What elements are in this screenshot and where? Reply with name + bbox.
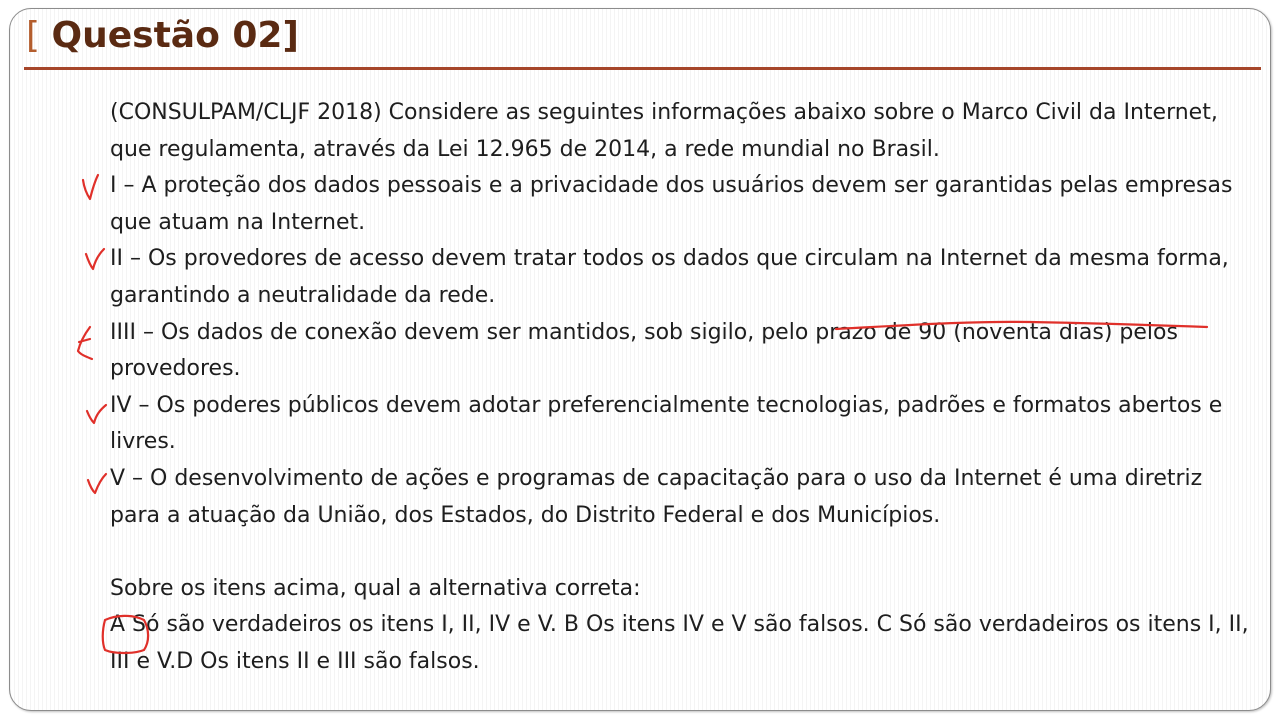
item-4: IV – Os poderes públicos devem adotar preferencialmente tecnologias, padrões e formatos abertos e livres.: [110, 392, 1223, 455]
question-prompt: Sobre os itens acima, qual a alternativa correta:: [110, 575, 641, 601]
title-open-bracket: [: [26, 15, 52, 56]
option-d[interactable]: D Os itens II e III são falsos.: [176, 648, 480, 674]
title-text: Questão 02: [51, 15, 283, 56]
question-body: [110, 95, 1255, 681]
option-b[interactable]: B Os itens IV e V são falsos.: [563, 612, 870, 638]
annotation-mark-item-4: [87, 405, 106, 423]
item-3: IIII – Os dados de conexão devem ser mantidos, sob sigilo, pelo prazo de 90 (noventa dias) pelos provedores.: [110, 319, 1178, 382]
spacer: [110, 534, 1255, 571]
title-divider: [24, 67, 1261, 70]
option-c[interactable]: C Só são verdadeiros os itens I, II, III e V.: [110, 612, 1256, 674]
slide-title: [26, 11, 299, 61]
annotation-mark-item-2: [86, 249, 104, 269]
title-close-bracket: ]: [282, 15, 299, 56]
item-2: II – Os provedores de acesso devem tratar todos os dados que circulam na Internet da mesma forma, garantindo a neutralidade da rede.: [110, 246, 1229, 308]
annotation-mark-item-3: [78, 327, 92, 359]
annotation-mark-item-5: [88, 474, 106, 493]
answer-options: [110, 607, 1255, 680]
slide: [9, 8, 1271, 711]
option-a[interactable]: A Só são verdadeiros os itens I, II, IV e V.: [110, 612, 557, 638]
question-statement: (CONSULPAM/CLJF 2018) Considere as seguintes informações abaixo sobre o Marco Civil da Internet, que regulamenta, através da Lei 12.965 de 2014, a rede mundial no Brasil.: [110, 100, 1218, 162]
item-1: I – A proteção dos dados pessoais e a privacidade dos usuários devem ser garantidas pelas empresas que atuam na Internet.: [110, 173, 1233, 235]
item-5: V – O desenvolvimento de ações e programas de capacitação para o uso da Internet é uma diretriz para a atuação da União, dos Estados, do Distrito Federal e dos Municípios.: [110, 465, 1203, 528]
annotation-mark-item-1: [83, 175, 98, 199]
